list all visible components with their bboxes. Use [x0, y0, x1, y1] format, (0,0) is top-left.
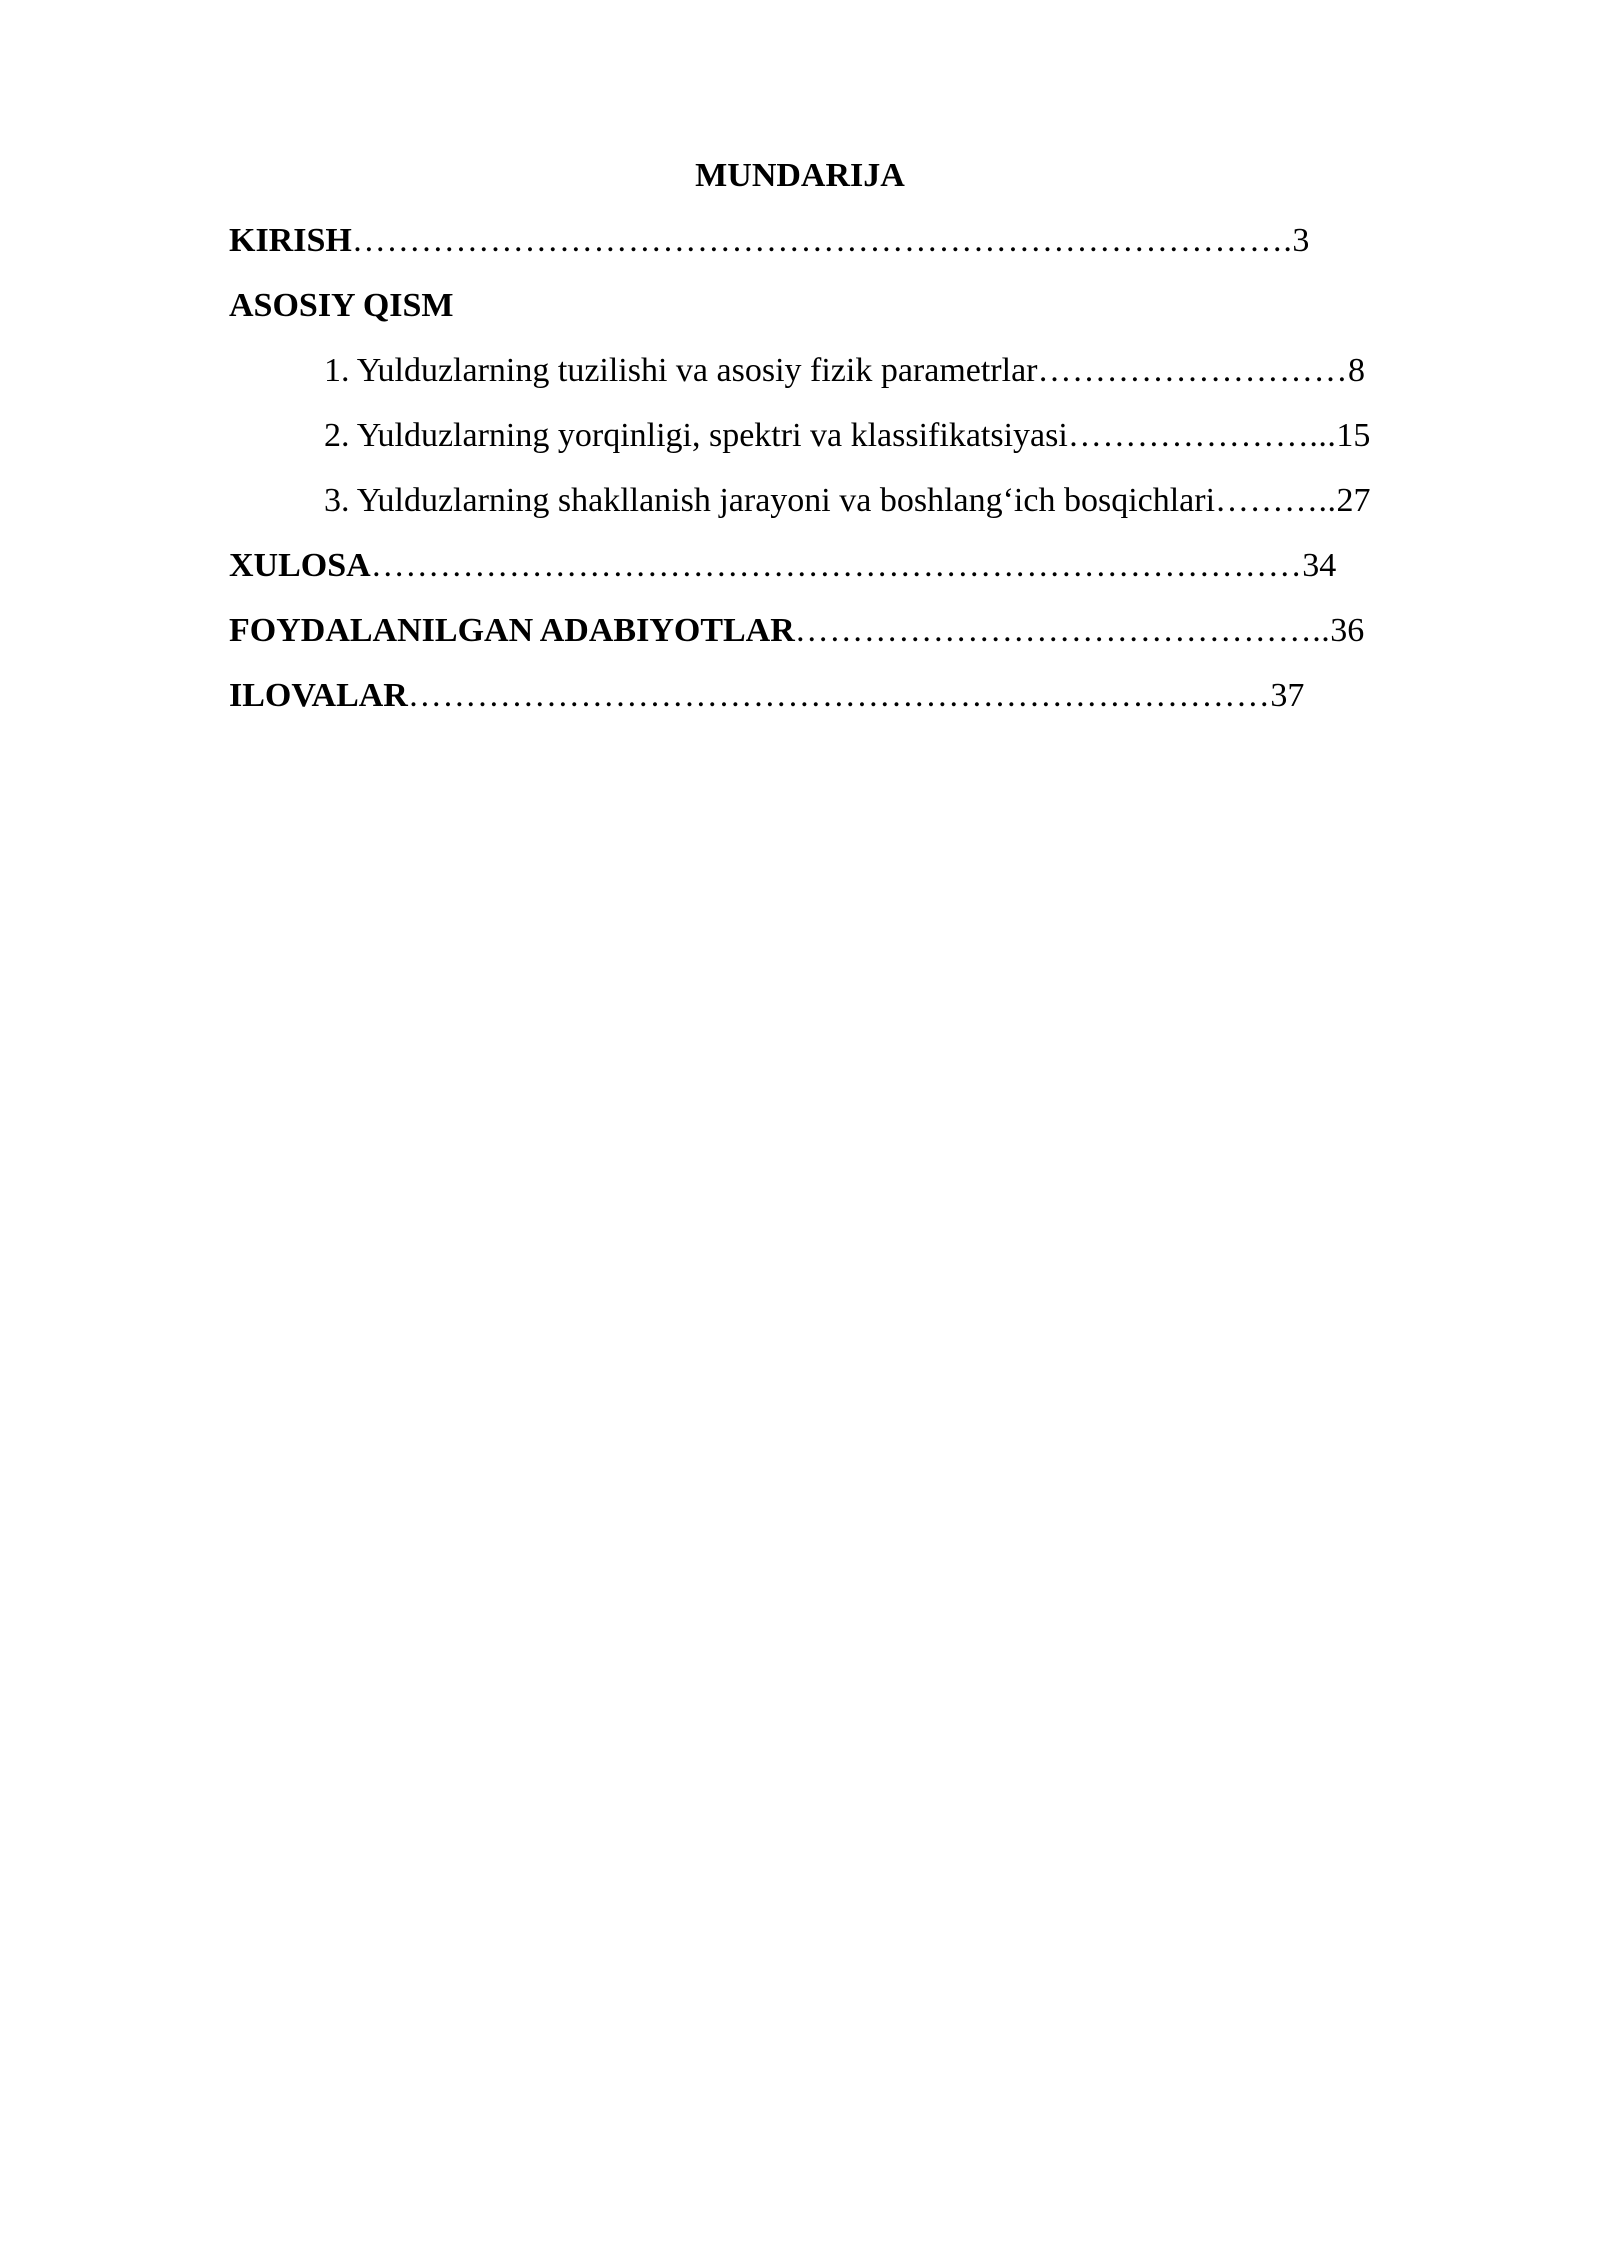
toc-page-number: 34: [1302, 547, 1337, 584]
toc-entry-ilovalar[interactable]: [229, 670, 1304, 722]
toc-leader-dots: …………………...: [1067, 417, 1337, 454]
toc-entry-label: KIRISH: [229, 222, 352, 259]
toc-leader-dots: ………………………: [1037, 352, 1348, 389]
toc-entry-asosiy-qism[interactable]: [229, 280, 454, 332]
toc-leader-dots: ………………………………………………………………………: [370, 547, 1303, 584]
toc-entry-label: 1. Yulduzlarning tuzilishi va asosiy fizik parametrlar: [324, 352, 1038, 389]
toc-page-number: 36: [1330, 612, 1365, 649]
toc-entry-label: FOYDALANILGAN ADABIYOTLAR: [229, 612, 795, 649]
toc-entry-xulosa[interactable]: [229, 540, 1336, 592]
toc-page-number: 3: [1292, 222, 1310, 259]
toc-leader-dots: ……………………………………………………………………….: [351, 222, 1293, 259]
toc-entry-label: 2. Yulduzlarning yorqinligi, spektri va klassifikatsiyasi: [324, 417, 1068, 454]
toc-entry-label: 3. Yulduzlarning shakllanish jarayoni va boshlang‘ich bosqichlari: [324, 482, 1216, 519]
toc-entry-label: XULOSA: [229, 547, 371, 584]
toc-page-number: 15: [1336, 417, 1371, 454]
toc-entry-label: ILOVALAR: [229, 677, 408, 714]
toc-entry-label: ASOSIY QISM: [229, 287, 454, 324]
toc-leader-dots: ………..: [1215, 482, 1337, 519]
toc-entry-kirish[interactable]: [229, 215, 1309, 267]
toc-entry-foydalanilgan-adabiyotlar[interactable]: [229, 605, 1364, 657]
toc-page-number: 37: [1270, 677, 1305, 714]
toc-entry-section-3[interactable]: [324, 475, 1371, 527]
toc-entry-section-1[interactable]: [324, 345, 1365, 397]
toc-page-number: 8: [1348, 352, 1365, 389]
toc-page-number: 27: [1336, 482, 1371, 519]
toc-leader-dots: …………………………………………………………………: [407, 677, 1271, 714]
toc-leader-dots: ………………………………………..: [794, 612, 1331, 649]
toc-entry-section-2[interactable]: [324, 410, 1370, 462]
toc-title: MUNDARIJA: [695, 157, 905, 194]
